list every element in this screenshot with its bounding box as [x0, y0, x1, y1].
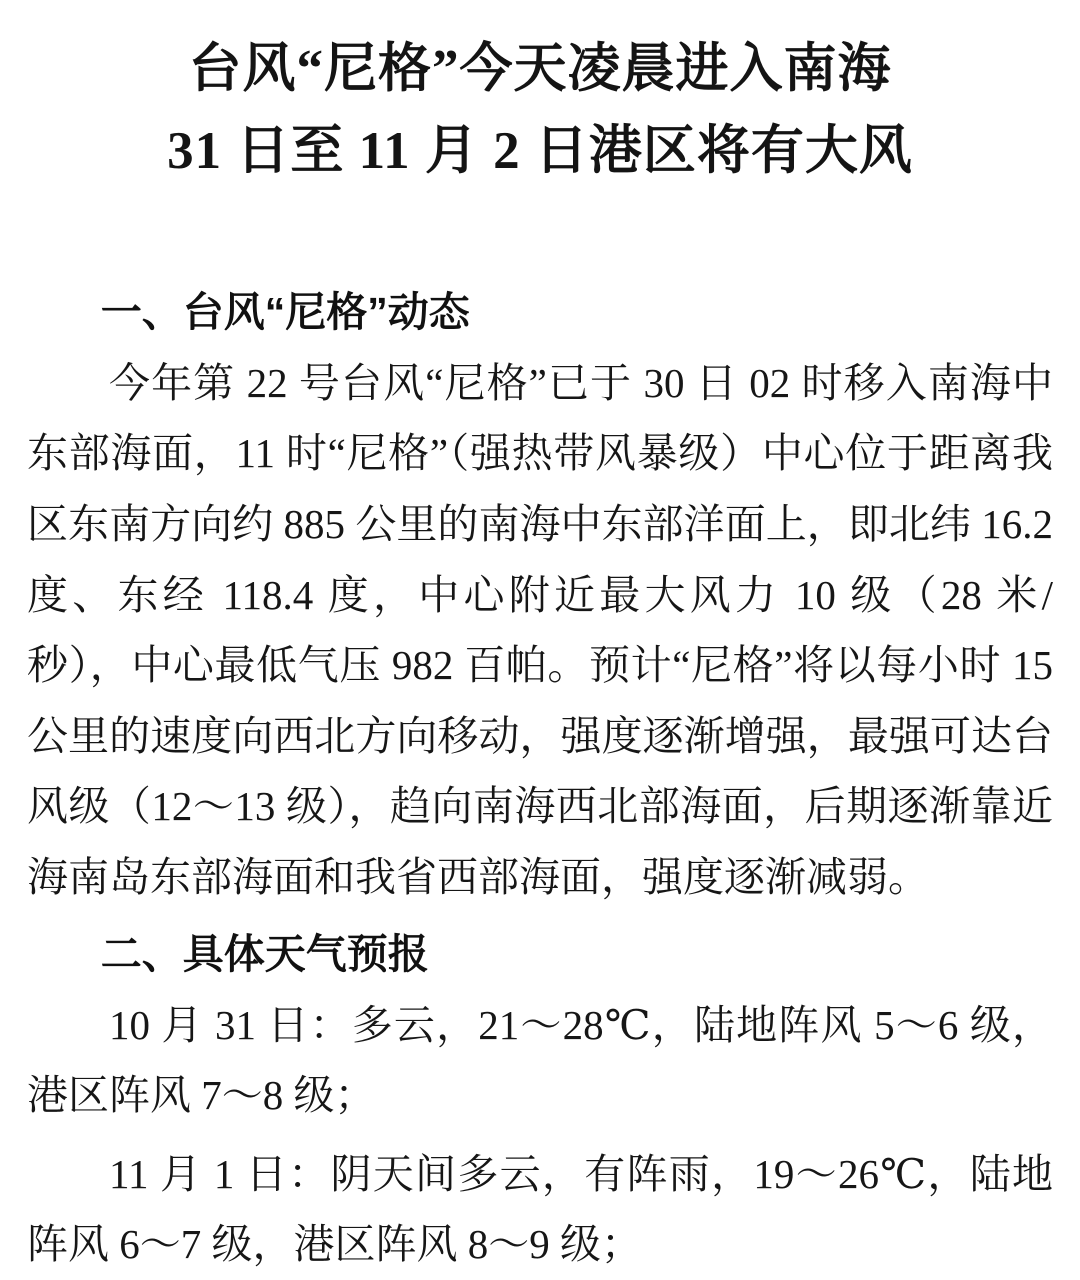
section-2-heading: 二、具体天气预报: [100, 931, 429, 978]
document-title: [27, 28, 1053, 192]
forecast-oct-31-paragraph: 10 月 31 日：多云，21～28℃，陆地阵风 5～6 级，港区阵风 7～8 级；: [27, 1001, 1053, 1119]
section-1-heading: 一、台风“尼格”动态: [100, 289, 470, 336]
forecast-nov-1-paragraph: 11 月 1 日：阴天间多云，有阵雨，19～26℃，陆地阵风 6～7 级，港区阵风 8～9 级；: [27, 1150, 1053, 1268]
title-line-2: 31 日至 11 月 2 日港区将有大风: [167, 122, 913, 181]
title-line-1: 台风“尼格”今天凌晨进入南海: [188, 40, 892, 98]
typhoon-dynamics-paragraph: 今年第 22 号台风“尼格”已于 30 日 02 时移入南海中东部海面，11 时“尼格”（强热带风暴级）中心位于距离我区东南方向约 885 公里的南海中东部洋面上，即北纬 16.2 度、东经 118.4 度，中心附近最大风力 10 级（28 米/秒），中心最低气压 982 百帕。预计“尼格”将以每小时 15 公里的速度向西北方向移动，强度逐渐增强，最强可达台风级（12～13 级），趋向南海西北部海面，后期逐渐靠近海南岛东部海面和我省西部海面，强度逐渐减弱。: [27, 359, 1053, 900]
